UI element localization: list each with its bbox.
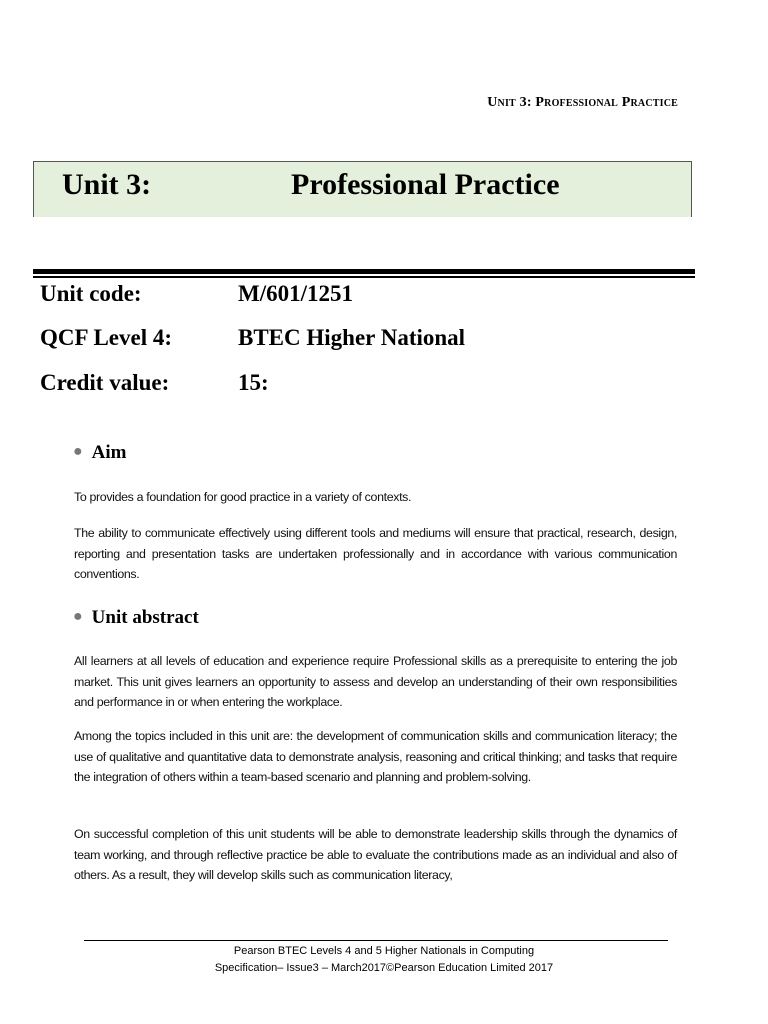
abstract-paragraph-1: All learners at all levels of education and experience require Professional skills as a prerequisite to entering the job market. This unit gives learners an opportunity to assess and develop an understanding of their own responsibilities and performance in or when entering the workplace.: [74, 654, 677, 709]
aim-paragraph-2: The ability to communicate effectively using different tools and mediums will ensure that practical, research, design, reporting and presentation tasks are undertaken professionally and in accordance with various communication conventions.: [74, 526, 677, 581]
running-header: Unit 3: Professional Practice: [487, 95, 678, 110]
footer-line-1: Pearson BTEC Levels 4 and 5 Higher Nationals in Computing: [233, 945, 535, 957]
unit-title-box: [33, 161, 692, 217]
unit-number: Unit 3:: [62, 168, 152, 201]
credit-value-label: Credit value:: [40, 370, 170, 395]
qcf-level-label: QCF Level 4:: [40, 325, 173, 350]
abstract-heading-text: Unit abstract: [91, 607, 199, 628]
footer-divider: [84, 940, 668, 941]
credit-value-value: 15:: [238, 370, 269, 395]
bullet-icon: ●: [73, 443, 83, 460]
aim-heading: [73, 442, 127, 464]
bullet-icon: ●: [73, 608, 83, 625]
aim-heading-text: Aim: [91, 442, 127, 463]
abstract-heading: [73, 607, 199, 629]
footer-line-2: Specification– Issue3 – March2017©Pearson Education Limited 2017: [214, 962, 554, 974]
aim-paragraph-1: To provides a foundation for good practice in a variety of contexts.: [74, 490, 412, 504]
unit-code-label: Unit code:: [40, 281, 142, 306]
abstract-paragraph-2: Among the topics included in this unit are: the development of communication skills and communication literacy; the use of qualitative and quantitative data to demonstrate analysis, reasoning and critical thinking; and tasks that require the integration of others within a team-based scenario and planning and problem-solving.: [74, 729, 677, 784]
qcf-level-value: BTEC Higher National: [238, 325, 466, 350]
unit-name: Professional Practice: [291, 168, 560, 201]
divider-thick: [33, 269, 695, 274]
abstract-paragraph-3: On successful completion of this unit students will be able to demonstrate leadership skills through the dynamics of team working, and through reflective practice be able to evaluate the contributions made as an individual and also of others. As a result, they will develop skills such as communication literacy,: [74, 827, 677, 882]
unit-code-value: M/601/1251: [238, 281, 353, 306]
divider-thin: [33, 276, 695, 278]
